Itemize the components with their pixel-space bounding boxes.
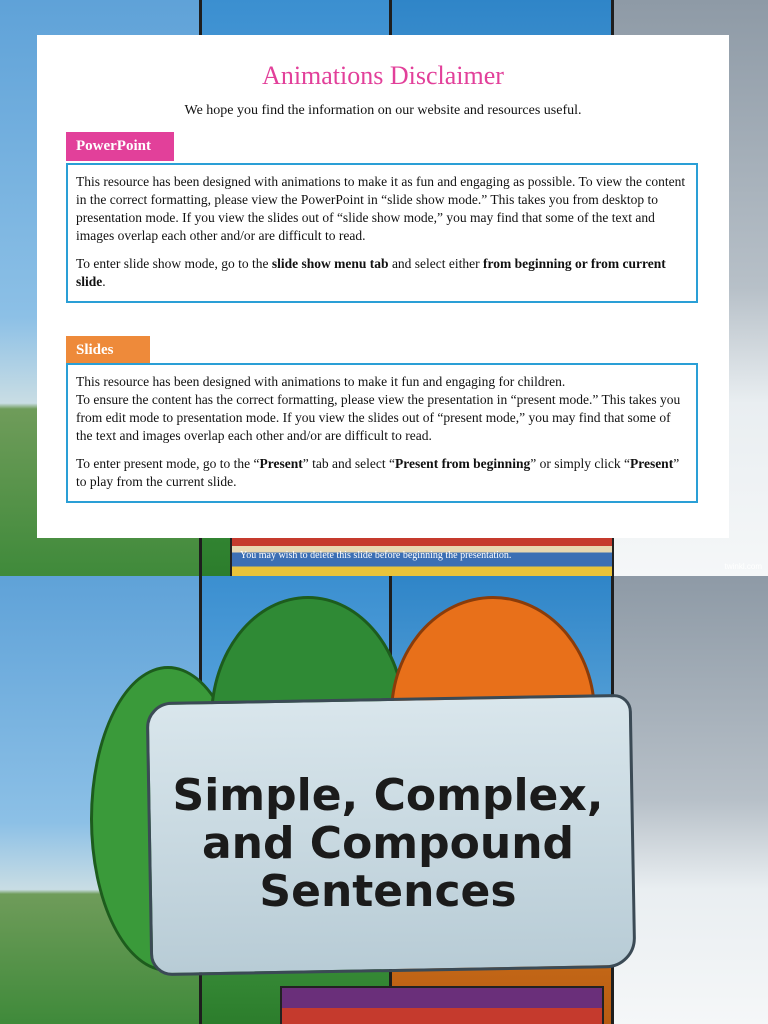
bold-text: Present <box>629 456 674 471</box>
page-title: Animations Disclaimer <box>262 61 504 90</box>
cover-slide <box>0 576 768 1024</box>
disclaimer-card <box>37 35 729 538</box>
text: . <box>102 274 106 289</box>
footnote: You may wish to delete this slide before beginning the presentation. <box>240 550 512 561</box>
powerpoint-para1: This resource has been designed with animations to make it as fun and engaging as possible. To view the content in the correct formatting, please view the PowerPoint in “slide show mode.” This takes you from desktop to presentation mode. If you view the slides out of “slide show mode,” you may find that some of the text and images overlap each other and/or are difficult to read. <box>76 174 686 243</box>
intro-text: We hope you find the information on our website and resources useful. <box>184 103 582 118</box>
slides-para2 <box>76 455 688 491</box>
bold-text: slide show menu tab <box>271 256 389 271</box>
text: and select either <box>388 256 484 271</box>
slides-para1b: To ensure the content has the correct formatting, please view the presentation in “present mode.” This takes you from edit mode to presentation mode. If you view the slides out of “present mode,” you may find that some of the text and images overlap each other and/or are difficult to read. <box>76 392 681 443</box>
text: To enter present mode, go to the “ <box>76 456 260 471</box>
bold-text: from beginning or from current slide <box>76 256 666 289</box>
text: ” or simply click “ <box>530 456 630 471</box>
cover-title-line: Simple, Complex, <box>172 770 604 821</box>
text: ” to play from the current slide. <box>76 456 680 489</box>
slides-tab: Slides <box>66 336 150 365</box>
slides-box <box>66 363 698 503</box>
watermark: twinkl.com <box>724 562 762 571</box>
powerpoint-tab: PowerPoint <box>66 132 174 161</box>
bold-text: Present <box>259 456 303 471</box>
text: ” tab and select “ <box>302 456 395 471</box>
bold-text: Present from beginning <box>394 456 531 471</box>
text: To enter slide show mode, go to the <box>76 256 272 271</box>
winter-panel <box>614 576 768 1024</box>
cover-title <box>150 772 626 916</box>
cover-title-line: and Compound <box>201 818 575 869</box>
book-illustration <box>280 986 604 1024</box>
powerpoint-para2 <box>76 255 688 291</box>
cover-title-line: Sentences <box>259 866 517 917</box>
powerpoint-box <box>66 163 698 303</box>
slides-para1: This resource has been designed with animations to make it fun and engaging for children. <box>76 374 566 389</box>
